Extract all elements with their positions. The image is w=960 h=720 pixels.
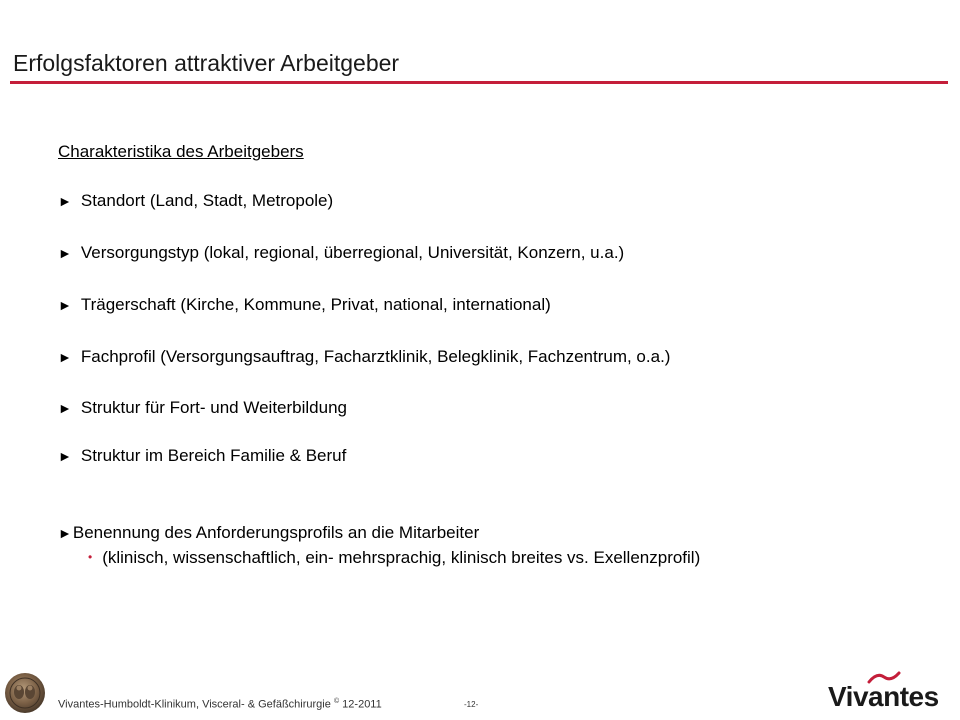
list-item bbox=[58, 347, 670, 367]
list-item-text: Struktur im Bereich Familie & Beruf bbox=[80, 446, 347, 465]
list-item-text: Versorgungstyp (lokal, regional, überregional, Universität, Konzern, u.a.) bbox=[80, 243, 625, 262]
brand-name: Vivantes bbox=[828, 681, 939, 712]
arrow-bullet-icon: ► bbox=[58, 245, 72, 261]
copyright-mark: © bbox=[333, 698, 340, 705]
profile-detail bbox=[88, 548, 700, 568]
vivantes-logo bbox=[828, 670, 950, 716]
page-number: -12- bbox=[464, 700, 479, 709]
list-item bbox=[58, 446, 346, 466]
profile-detail-text: (klinisch, wissenschaftlich, ein- mehrsprachig, klinisch breites vs. Exellenzprofil) bbox=[102, 548, 701, 567]
profile-bullet bbox=[58, 523, 479, 543]
page-title: Erfolgsfaktoren attraktiver Arbeitgeber bbox=[13, 50, 400, 76]
arrow-bullet-icon: ► bbox=[58, 349, 72, 365]
arrow-bullet-icon: ► bbox=[58, 297, 72, 313]
list-item bbox=[58, 191, 333, 211]
list-item bbox=[58, 295, 551, 315]
seal-logo-icon bbox=[4, 672, 46, 714]
list-item bbox=[58, 243, 624, 263]
section-heading: Charakteristika des Arbeitgebers bbox=[58, 142, 304, 161]
list-item-text: Trägerschaft (Kirche, Kommune, Privat, national, international) bbox=[80, 295, 551, 314]
list-item-text: Struktur für Fort- und Weiterbildung bbox=[80, 398, 347, 417]
arrow-bullet-icon: ► bbox=[58, 525, 72, 541]
list-item bbox=[58, 398, 347, 418]
arrow-bullet-icon: ► bbox=[58, 400, 72, 416]
arrow-bullet-icon: ► bbox=[58, 193, 72, 209]
title-divider bbox=[10, 81, 948, 84]
footer-credit bbox=[58, 698, 382, 711]
footer-institution: Vivantes-Humboldt-Klinikum, Visceral- & Gefäßchirurgie bbox=[58, 698, 331, 711]
arrow-bullet-icon: ► bbox=[58, 448, 72, 464]
list-item-text: Fachprofil (Versorgungsauftrag, Facharztklinik, Belegklinik, Fachzentrum, o.a.) bbox=[80, 347, 671, 366]
sub-bullet-icon: • bbox=[88, 550, 93, 564]
profile-bullet-text: Benennung des Anforderungsprofils an die Mitarbeiter bbox=[72, 523, 480, 542]
list-item-text: Standort (Land, Stadt, Metropole) bbox=[80, 191, 334, 210]
footer-date: 12-2011 bbox=[342, 698, 382, 711]
